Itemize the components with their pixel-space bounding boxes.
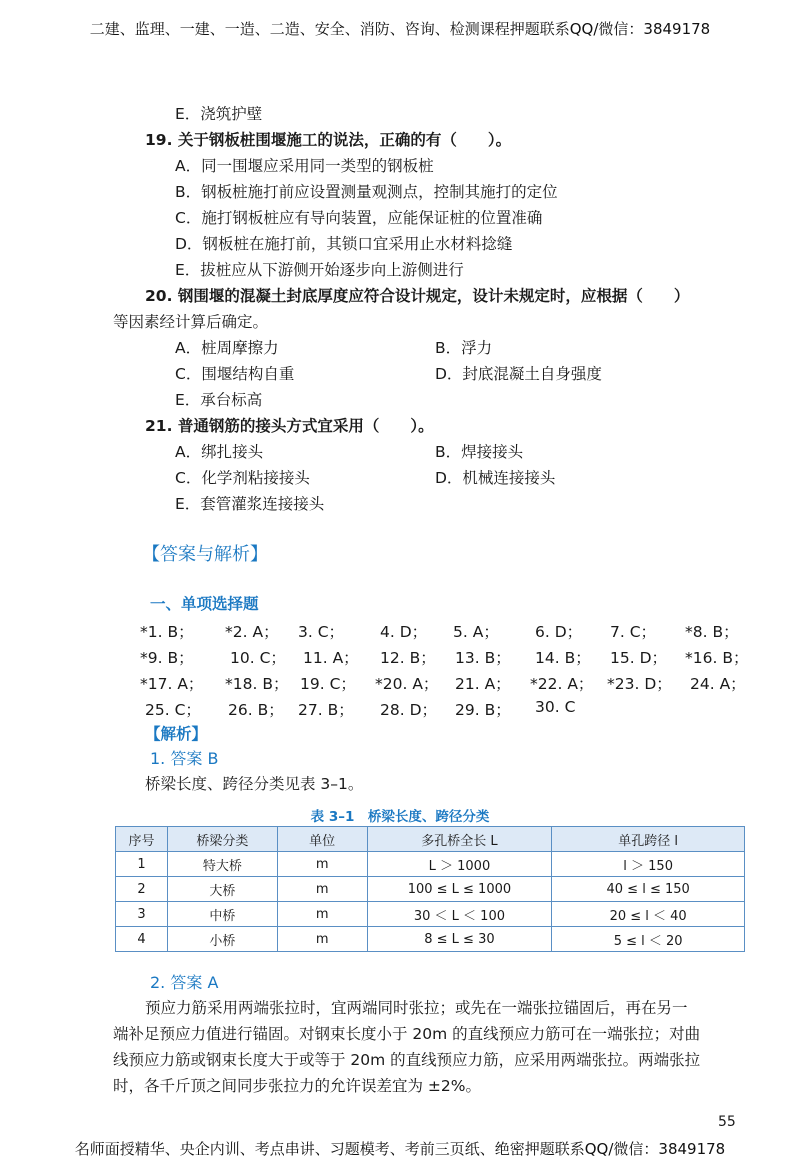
q20-option-b: B．浮力: [435, 339, 493, 357]
answer-2-line: 线预应力筋或钢束长度大于或等于 20m 的直线预应力筋，应采用两端张拉。两端张拉: [113, 1051, 701, 1069]
table-cell: L ＞ 1000: [367, 852, 552, 877]
q21-option-d: D．机械连接接头: [435, 469, 556, 487]
table-row: [116, 927, 745, 952]
table-row: [116, 852, 745, 877]
table-cell: 4: [116, 927, 168, 952]
answer-item: 15. D；: [610, 649, 668, 667]
table-cell: 8 ≤ L ≤ 30: [367, 927, 552, 952]
q21-option-e: E．套管灌浆连接接头: [175, 495, 325, 513]
table-cell: 40 ≤ l ≤ 150: [552, 877, 745, 902]
q21-option-b: B．焊接接头: [435, 443, 524, 461]
page-number: 55: [718, 1114, 736, 1130]
answer-row: [140, 646, 760, 672]
q20-stem-line2: 等因素经计算后确定。: [113, 313, 269, 331]
q19-stem: 19. 关于钢板桩围堰施工的说法，正确的有（ ）。: [145, 131, 512, 149]
table-header-cell: 单位: [277, 827, 367, 852]
answer-item: *18. B；: [225, 675, 289, 693]
answer-item: 28. D；: [380, 701, 438, 719]
table-caption: 表 3–1 桥梁长度、跨径分类: [310, 809, 490, 825]
table-cell: m: [277, 902, 367, 927]
table-header-row: [116, 827, 745, 852]
table-cell: m: [277, 927, 367, 952]
answer-2-line: 预应力筋采用两端张拉时，宜两端同时张拉；或先在一端张拉锚固后，再在另一: [145, 999, 688, 1017]
answer-item: 27. B；: [298, 701, 354, 719]
table-cell: 1: [116, 852, 168, 877]
q18-option-e: E．浇筑护壁: [175, 105, 263, 123]
answer-row: [140, 620, 760, 646]
answer-item: 14. B；: [535, 649, 591, 667]
table-cell: 特大桥: [167, 852, 277, 877]
bridge-classification-table: [115, 826, 745, 952]
answer-item: *9. B；: [140, 649, 194, 667]
q20-stem-line1: 20. 钢围堰的混凝土封底厚度应符合设计规定，设计未规定时，应根据（ ）: [145, 287, 690, 305]
table-header-cell: 序号: [116, 827, 168, 852]
table-cell: 大桥: [167, 877, 277, 902]
answer-item: 21. A；: [455, 675, 511, 693]
q19-option-c: C．施打钢板桩应有导向装置，应能保证桩的位置准确: [175, 209, 543, 227]
q21-option-a: A．绑扎接头: [175, 443, 264, 461]
answer-item: 7. C；: [610, 623, 657, 641]
table-cell: 5 ≤ l ＜ 20: [552, 927, 745, 952]
q19-option-b: B．钢板桩施打前应设置测量观测点，控制其施打的定位: [175, 183, 558, 201]
answer-item: *16. B；: [685, 649, 749, 667]
answer-item: *8. B；: [685, 623, 739, 641]
table-cell: 小桥: [167, 927, 277, 952]
answer-item: 12. B；: [380, 649, 436, 667]
answer-item: 4. D；: [380, 623, 428, 641]
q21-option-c: C．化学剂粘接接头: [175, 469, 310, 487]
answer-2-title: 2. 答案 A: [150, 973, 219, 992]
table-header-cell: 单孔跨径 l: [552, 827, 745, 852]
table-cell: m: [277, 852, 367, 877]
answer-1-text: 桥梁长度、跨径分类见表 3–1。: [145, 775, 364, 793]
page-header: 二建、监理、一建、一造、二造、安全、消防、咨询、检测课程押题联系QQ/微信：3849178: [89, 20, 711, 38]
answer-item: 24. A；: [690, 675, 746, 693]
table-row: [116, 902, 745, 927]
q20-option-e: E．承台标高: [175, 391, 263, 409]
answer-item: 13. B；: [455, 649, 511, 667]
answer-item: 25. C；: [145, 701, 201, 719]
answer-item: 19. C；: [300, 675, 356, 693]
q21-stem: 21. 普通钢筋的接头方式宜采用（ ）。: [145, 417, 434, 435]
table-header-cell: 桥梁分类: [167, 827, 277, 852]
q19-option-d: D．钢板桩在施打前，其锁口宜采用止水材料捻缝: [175, 235, 513, 253]
analysis-title: 【解析】: [145, 725, 208, 743]
answer-item: 5. A；: [453, 623, 499, 641]
table-header-cell: 多孔桥全长 L: [367, 827, 552, 852]
q20-option-c: C．围堰结构自重: [175, 365, 295, 383]
answer-item: 11. A；: [303, 649, 359, 667]
q19-option-e: E．拔桩应从下游侧开始逐步向上游侧进行: [175, 261, 464, 279]
answer-item: 30. C: [535, 698, 576, 716]
answers-section-title: 【答案与解析】: [142, 544, 268, 565]
answer-item: *22. A；: [530, 675, 594, 693]
answer-2-line: 时，各千斤顶之间同步张拉力的允许误差宜为 ±2%。: [113, 1077, 482, 1095]
page-footer: 名师面授精华、央企内训、考点串讲、习题模考、考前三页纸、绝密押题联系QQ/微信：3849178: [74, 1140, 726, 1158]
answer-item: *17. A；: [140, 675, 204, 693]
table-row: [116, 877, 745, 902]
answer-item: *20. A；: [375, 675, 439, 693]
table-cell: l ＞ 150: [552, 852, 745, 877]
answer-item: *2. A；: [225, 623, 279, 641]
answer-row: [140, 698, 760, 724]
answer-item: *1. B；: [140, 623, 194, 641]
q19-option-a: A．同一围堰应采用同一类型的钢板桩: [175, 157, 434, 175]
answer-item: 3. C；: [298, 623, 345, 641]
answer-item: 6. D；: [535, 623, 583, 641]
table-cell: 2: [116, 877, 168, 902]
answer-item: 26. B；: [228, 701, 284, 719]
table-cell: 3: [116, 902, 168, 927]
answer-item: 10. C；: [230, 649, 286, 667]
single-choice-title: 一、单项选择题: [150, 595, 259, 613]
table-cell: 30 ＜ L ＜ 100: [367, 902, 552, 927]
table-cell: 20 ≤ l ＜ 40: [552, 902, 745, 927]
table-cell: 100 ≤ L ≤ 1000: [367, 877, 552, 902]
table-cell: m: [277, 877, 367, 902]
answer-1-title: 1. 答案 B: [150, 749, 219, 768]
q20-option-a: A．桩周摩擦力: [175, 339, 279, 357]
table-cell: 中桥: [167, 902, 277, 927]
answer-item: 29. B；: [455, 701, 511, 719]
answer-row: [140, 672, 760, 698]
answer-item: *23. D；: [607, 675, 672, 693]
answer-2-line: 端补足预应力值进行锚固。对钢束长度小于 20m 的直线预应力筋可在一端张拉；对曲: [113, 1025, 701, 1043]
q20-option-d: D．封底混凝土自身强度: [435, 365, 602, 383]
